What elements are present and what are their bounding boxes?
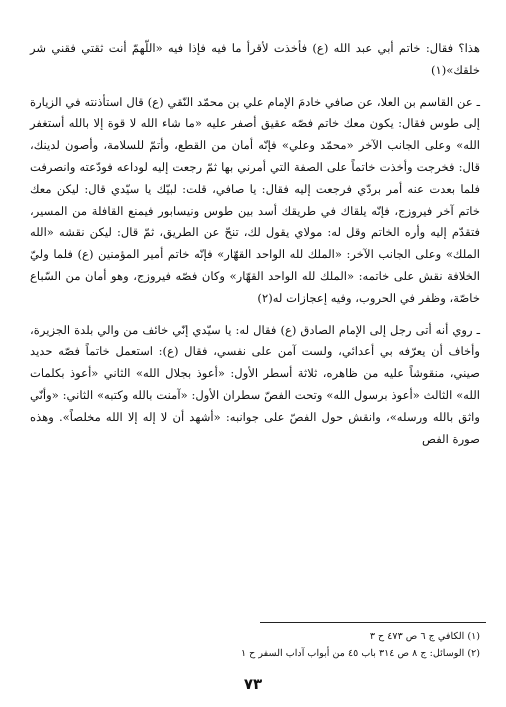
footnote-divider — [260, 622, 486, 623]
footnote-1: (١) الكافي ج ٦ ص ٤٧٣ ح ٣ — [369, 631, 480, 642]
main-text — [30, 38, 480, 450]
page-number: ٧٣ — [243, 675, 263, 693]
paragraph-3: ـ روي أنه أتى رجل إلى الإمام الصادق (ع) فقال له: يا سيّدي إنّي خائف من والي بلدة الجزيرة، وأخاف أن يعرّفه بي أعدائي، ولست آمن على نفسي، فقال (ع): استعمل خاتماً فصّه حديد صيني، منقوشاً عليه من ظاهره، ثلاثة أسطر الأول: «أعوذ بجلال الله» الثاني «أعوذ بكلمات الله» الثالث «أعوذ برسول الله» وتحت الفصّ سطران الأول: «آمنت بالله وكتبه» الثاني: «وأنّي واثق بالله ورسله»، وانقش حول الفصّ على جوانبه: «أشهد أن لا إله إلا الله مخلصاً». وهذه صورة الفص — [30, 322, 480, 446]
paragraph-2: ـ عن القاسم بن العلا، عن صافي خادمَ الإمام علي بن محمّد النّقي (ع) قال استأذنته في الزيارة إلى طوس فقال: يكون معك خاتم فصّه عقيق أصفر عليه «ما شاء الله لا قوة إلا بالله أستغفر الله» وعلى الجانب الآخر «محمّد وعلي» فإنّه أمان من القطع، وأتمّ للسلامة، وأصون لدينك، قال: فخرجت وأخذت خاتماً على الصفة التي أمرني بها ثمّ رجعت إليه لوداعه فودّعته وانصرفت فلما بعدت عنه أمر بردّي فرجعت إليه فقال: يا صافي، قلت: لبيّك يا سيّدي قال: ليكن معك خاتم آخر فيروزج، فإنّه يلقاك في طريقك أسد بين طوس ونيسابور فيمنع القافلة من المسير، فتقدّم إليه وأره الخاتم وقل له: مولاي يقول لك، تنحّ عن الطريق، ثمّ قال: ليكن نقشه «الله الملك» وعلى الجانب الآخر: «الملك لله الواحد القهّار» فإنّه خاتم أمير المؤمنين (ع) فلما وليّ الخلافة نقش على خاتمه: «الملك لله الواحد القهّار» وكان فصّه فيروزج، وهو أمان من السّباع خاصّة، وظفر في الحروب، وفيه إعجازات له(٢) — [30, 94, 480, 305]
footnotes — [30, 628, 480, 662]
paragraph-1: هذا؟ فقال: خاتم أبي عبد الله (ع) فأخذت لأقرأ ما فيه فإذا فيه «اللّهمّ أنت ثقتي فقني شر خلقك»(١) — [30, 41, 480, 77]
footnote-2: (٢) الوسائل: ج ٨ ص ٣١٤ باب ٤٥ من أبواب آداب السفر ح ١ — [240, 648, 480, 659]
